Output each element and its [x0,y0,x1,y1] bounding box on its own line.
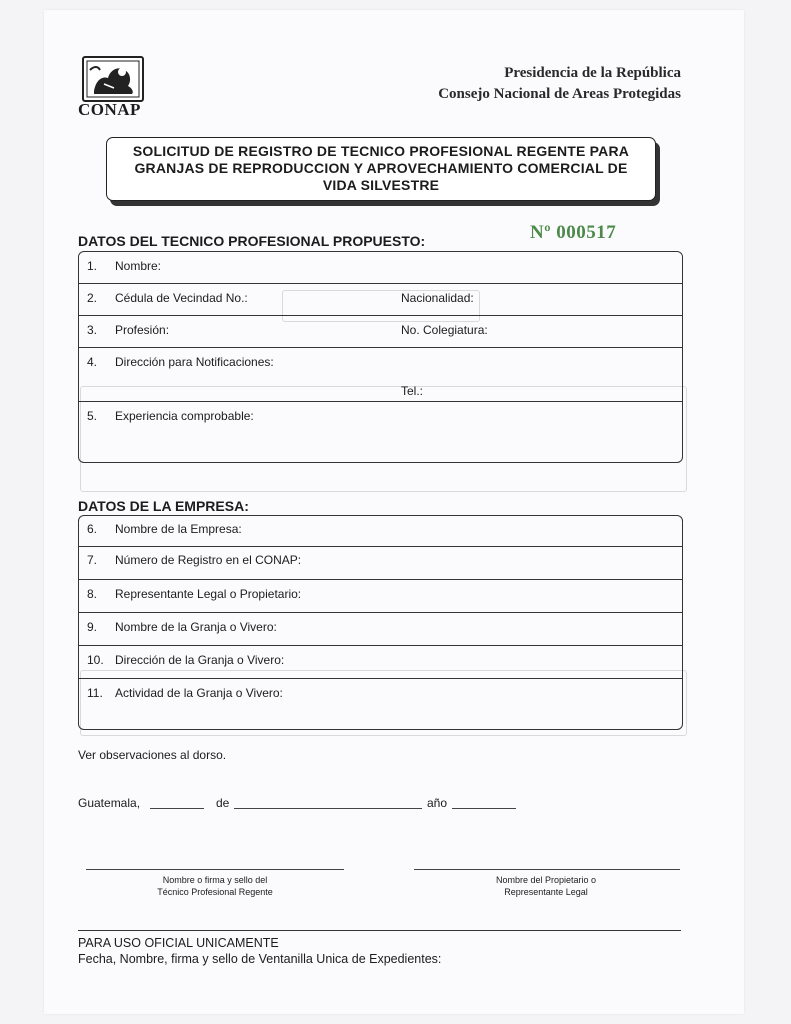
place-label: Guatemala, [78,796,141,810]
profesion-field[interactable]: Profesión: [115,323,170,337]
row-number: 2. [87,291,98,305]
title-line-1: SOLICITUD DE REGISTRO DE TECNICO PROFESIONAL REGENTE PARA [132,143,630,159]
signature-caption-line: Nombre o firma y sello del [162,875,268,885]
signature-caption-propietario [437,874,655,898]
row-number: 10. [87,653,104,667]
row-number: 11. [87,686,103,700]
form-title-box [106,137,656,201]
conap-emblem-icon [82,56,144,102]
form-row [79,613,682,646]
empresa-nombre-field[interactable]: Nombre de la Empresa: [115,522,242,536]
row-number: 6. [87,522,98,536]
observaciones-note: Ver observaciones al dorso. [78,748,227,762]
nacionalidad-field[interactable]: Nacionalidad: [401,291,474,305]
title-line-2: GRANJAS DE REPRODUCCION Y APROVECHAMIENTO COMERCIAL DE [134,160,628,176]
official-use-heading: PARA USO OFICIAL UNICAMENTE [78,936,279,950]
row-number: 7. [87,553,98,567]
month-blank[interactable] [234,808,422,809]
section-heading-empresa: DATOS DE LA EMPRESA: [78,498,249,514]
day-blank[interactable] [150,808,204,809]
org-line-1: Presidencia de la República [504,65,681,81]
nombre-field[interactable]: Nombre: [115,259,162,273]
row-number: 9. [87,620,98,634]
registro-conap-field[interactable]: Número de Registro en el CONAP: [115,553,302,567]
form-row [79,402,682,460]
representante-legal-field[interactable]: Representante Legal o Propietario: [115,587,302,601]
direccion-notificaciones-field[interactable]: Dirección para Notificaciones: [115,355,274,369]
form-row [79,284,682,316]
title-line-3: VIDA SILVESTRE [322,177,440,193]
telefono-field[interactable]: Tel.: [401,384,424,398]
form-row [79,580,682,613]
form-row [79,348,682,402]
conap-logo [78,56,142,119]
form-row [79,646,682,679]
year-blank[interactable] [452,808,516,809]
row-number: 4. [87,355,98,369]
section-heading-tecnico: DATOS DEL TECNICO PROFESIONAL PROPUESTO: [78,233,426,249]
empresa-data-box [78,515,683,730]
cedula-field[interactable]: Cédula de Vecindad No.: [115,291,248,305]
signature-caption-line: Nombre del Propietario o [495,875,597,885]
experiencia-field[interactable]: Experiencia comprobable: [115,409,254,423]
form-row [79,252,682,284]
row-number: 5. [87,409,98,423]
form-row [79,316,682,348]
anio-label: año [427,796,448,810]
signature-line-tecnico[interactable] [86,869,344,870]
granja-direccion-field[interactable]: Dirección de la Granja o Vivero: [115,653,285,667]
granja-nombre-field[interactable]: Nombre de la Granja o Vivero: [115,620,277,634]
signature-caption-line: Representante Legal [504,887,588,897]
org-line-2: Consejo Nacional de Areas Protegidas [438,86,681,102]
row-number: 1. [87,259,98,273]
signature-caption-line: Técnico Profesional Regente [157,887,273,897]
official-divider [78,930,681,931]
row-number: 8. [87,587,98,601]
form-row [79,679,682,727]
official-use-instructions: Fecha, Nombre, firma y sello de Ventanilla Unica de Expedientes: [78,952,442,966]
form-row [79,547,682,580]
signature-caption-tecnico [106,874,324,898]
row-number: 3. [87,323,98,337]
folio-number: Nº 000517 [530,222,617,243]
signature-line-propietario[interactable] [414,869,680,870]
form-row [79,516,682,547]
logo-text: CONAP [78,100,141,119]
colegiatura-field[interactable]: No. Colegiatura: [401,323,488,337]
granja-actividad-field[interactable]: Actividad de la Granja o Vivero: [115,686,283,700]
tecnico-data-box [78,251,683,463]
de-label: de [216,796,230,810]
